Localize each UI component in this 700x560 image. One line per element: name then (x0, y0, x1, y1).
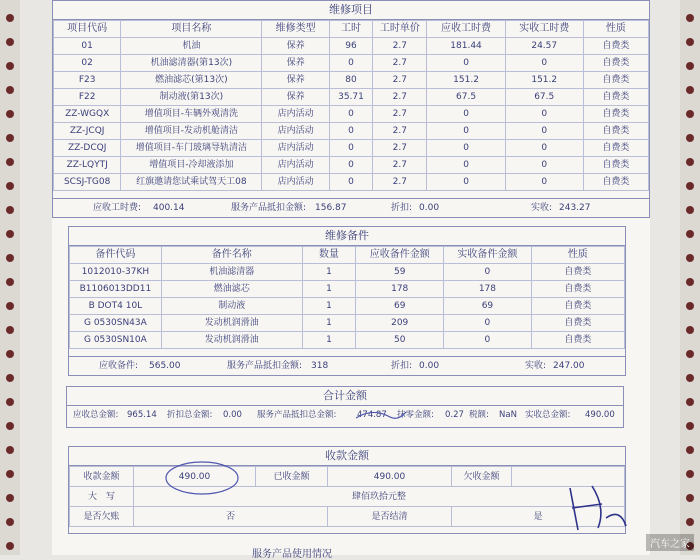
table-cell: ZZ-WGQX (54, 106, 121, 123)
repair-actual-value: 243.27 (559, 203, 591, 213)
perforation-hole (686, 206, 694, 214)
table-cell: 燃油滤芯 (161, 281, 302, 298)
table-cell: 0 (427, 140, 505, 157)
total-discount-value: 0.00 (223, 410, 242, 420)
table-row (54, 123, 649, 140)
repair-items-table (53, 20, 649, 191)
table-row (54, 72, 649, 89)
perforation-hole (6, 86, 14, 94)
perforation-hole (686, 254, 694, 262)
table-cell: 96 (329, 38, 372, 55)
perforation-hole (6, 302, 14, 310)
table-cell: 保养 (262, 38, 329, 55)
table-cell: 0 (444, 264, 532, 281)
perforation-hole (686, 278, 694, 286)
table-cell: 2.7 (373, 174, 427, 191)
table-cell: 69 (444, 298, 532, 315)
repair-invoice-sheet (52, 0, 650, 560)
table-cell: 178 (356, 281, 444, 298)
table-cell: 自费类 (531, 298, 624, 315)
table-cell: 增值项目-车辆外观清洗 (121, 106, 262, 123)
table-cell: 保养 (262, 89, 329, 106)
perforation-hole (6, 398, 14, 406)
repair-receivable-value: 400.14 (153, 203, 185, 213)
perforation-hole (686, 38, 694, 46)
perforation-hole (686, 182, 694, 190)
table-cell: 0 (329, 140, 372, 157)
repair-items-summary (53, 198, 649, 217)
collect-label: 收款金额 (70, 467, 134, 487)
handwritten-circle-mark (162, 458, 242, 498)
repair-items-section (52, 0, 650, 218)
table-cell: 制动液(第13次) (121, 89, 262, 106)
table-cell: 1012010-37KH (70, 264, 162, 281)
table-cell: 0 (427, 106, 505, 123)
totals-section (66, 386, 624, 428)
table-cell: 1 (302, 264, 356, 281)
table-cell: 自费类 (583, 55, 648, 72)
table-cell: ZZ-LQYTJ (54, 157, 121, 174)
table-cell: 自费类 (583, 123, 648, 140)
perforation-hole (6, 206, 14, 214)
table-cell: 2.7 (373, 106, 427, 123)
total-actual-label: 实收总金额: (525, 410, 571, 420)
totals-row (67, 406, 623, 424)
pt-header: 应收备件金额 (356, 247, 444, 264)
handwritten-check-mark (352, 404, 412, 434)
table-cell: 01 (54, 38, 121, 55)
repair-deduct-label: 服务产品抵扣金额: (231, 203, 307, 213)
table-cell: 发动机润滑油 (161, 315, 302, 332)
repair-deduct-value: 156.87 (315, 203, 347, 213)
table-cell: 自费类 (531, 315, 624, 332)
table-cell: 69 (356, 298, 444, 315)
table-row (54, 106, 649, 123)
table-cell: 自费类 (583, 38, 648, 55)
perforation-hole (6, 470, 14, 478)
ri-header: 工时 (329, 21, 372, 38)
table-cell: 1 (302, 332, 356, 349)
total-discount-label: 折扣总金额: (167, 410, 213, 420)
perforation-hole (686, 86, 694, 94)
table-cell: 机油滤清器 (161, 264, 302, 281)
footer-title: 服务产品使用情况 (252, 549, 332, 560)
settled-value: 是 (452, 507, 625, 527)
perforation-hole (6, 38, 14, 46)
perforation-hole (6, 350, 14, 358)
table-cell: 自费类 (583, 106, 648, 123)
repair-actual-label: 实收: (531, 203, 553, 213)
total-tax-value: NaN (499, 410, 517, 420)
table-cell: 151.2 (427, 72, 505, 89)
repair-discount-value: 0.00 (419, 203, 440, 213)
repair-receivable-label: 应收工时费: (93, 203, 142, 213)
table-cell: 59 (356, 264, 444, 281)
table-row (70, 281, 625, 298)
table-cell: 1 (302, 298, 356, 315)
perforation-hole (6, 182, 14, 190)
parts-summary (69, 356, 625, 375)
table-cell: 2.7 (373, 157, 427, 174)
table-row (54, 157, 649, 174)
arrears-label: 是否欠账 (70, 507, 134, 527)
collect-value: 490.00 (134, 467, 256, 487)
total-deduct-label: 服务产品抵扣总金额: (257, 410, 337, 420)
pt-header: 性质 (531, 247, 624, 264)
total-receivable-value: 965.14 (127, 410, 157, 420)
table-cell: 自费类 (583, 157, 648, 174)
perforation-hole (686, 134, 694, 142)
repair-discount-label: 折扣: (391, 203, 413, 213)
ri-header: 维修类型 (262, 21, 329, 38)
table-cell: 0 (329, 157, 372, 174)
table-cell: 店内活动 (262, 106, 329, 123)
pt-header: 备件名称 (161, 247, 302, 264)
parts-table (69, 246, 625, 349)
pt-header: 数量 (302, 247, 356, 264)
table-cell: 发动机润滑油 (161, 332, 302, 349)
table-cell: ZZ-DCQJ (54, 140, 121, 157)
perforation-hole (6, 446, 14, 454)
total-rounding-label: 抹零金额: (397, 410, 434, 420)
table-cell: 0 (444, 315, 532, 332)
parts-actual-value: 247.00 (553, 361, 585, 371)
perforation-hole (686, 374, 694, 382)
table-cell: 自费类 (531, 281, 624, 298)
parts-section (68, 226, 626, 376)
totals-title: 合计金额 (67, 387, 623, 406)
table-cell: 1 (302, 281, 356, 298)
perforation-hole (686, 62, 694, 70)
table-cell: 自费类 (583, 72, 648, 89)
table-cell: 增值项目-发动机舱清洁 (121, 123, 262, 140)
perforation-hole (6, 134, 14, 142)
perforation-hole (6, 542, 14, 550)
upper-label: 大 写 (70, 487, 134, 507)
table-cell: 0 (427, 55, 505, 72)
table-cell: 自费类 (531, 264, 624, 281)
perforation-hole (686, 494, 694, 502)
parts-deduct-label: 服务产品抵扣金额: (227, 361, 303, 371)
parts-discount-label: 折扣: (391, 361, 413, 371)
table-cell: B DOT4 10L (70, 298, 162, 315)
table-cell: 2.7 (373, 55, 427, 72)
table-cell: 0 (427, 123, 505, 140)
table-cell: 0 (329, 174, 372, 191)
parts-receivable-value: 565.00 (149, 361, 181, 371)
table-cell: 0 (427, 157, 505, 174)
table-cell: 自费类 (531, 332, 624, 349)
table-cell: 2.7 (373, 38, 427, 55)
perforation-hole (686, 302, 694, 310)
table-cell: 2.7 (373, 140, 427, 157)
table-cell: 0 (505, 157, 583, 174)
table-cell: 1 (302, 315, 356, 332)
perforation-hole (686, 446, 694, 454)
table-cell: F22 (54, 89, 121, 106)
ri-header: 项目代码 (54, 21, 121, 38)
table-cell: 机油 (121, 38, 262, 55)
table-cell: 02 (54, 55, 121, 72)
payment-title: 收款金额 (69, 447, 625, 466)
perforation-hole (686, 326, 694, 334)
parts-receivable-label: 应收备件: (99, 361, 139, 371)
perforation-hole (6, 230, 14, 238)
table-cell: 增值项目-冷却液添加 (121, 157, 262, 174)
table-cell: 67.5 (505, 89, 583, 106)
table-cell: 2.7 (373, 89, 427, 106)
total-receivable-label: 应收总金额: (73, 410, 119, 420)
table-cell: 0 (329, 106, 372, 123)
parts-deduct-value: 318 (311, 361, 329, 371)
table-cell: G 0530SN43A (70, 315, 162, 332)
table-cell: 178 (444, 281, 532, 298)
table-cell: 0 (329, 55, 372, 72)
table-cell: B1106013DD11 (70, 281, 162, 298)
ri-header: 应收工时费 (427, 21, 505, 38)
table-cell: 0 (505, 106, 583, 123)
perforation-hole (686, 398, 694, 406)
table-row (54, 174, 649, 191)
table-cell: 店内活动 (262, 123, 329, 140)
ri-header: 性质 (583, 21, 648, 38)
total-tax-label: 税额: (469, 410, 489, 420)
table-cell: 保养 (262, 72, 329, 89)
table-cell: 保养 (262, 55, 329, 72)
table-cell: 50 (356, 332, 444, 349)
perforation-hole (686, 470, 694, 478)
perforation-hole (686, 350, 694, 358)
total-actual-value: 490.00 (585, 410, 615, 420)
table-cell: 80 (329, 72, 372, 89)
payment-table (69, 466, 625, 527)
table-cell: 2.7 (373, 72, 427, 89)
handwritten-signature (562, 478, 632, 538)
repair-items-title: 维修项目 (53, 1, 649, 20)
received-value: 490.00 (328, 467, 452, 487)
table-row (70, 315, 625, 332)
perforation-hole (686, 14, 694, 22)
perforation-hole (686, 110, 694, 118)
table-cell: 151.2 (505, 72, 583, 89)
table-cell: 自费类 (583, 140, 648, 157)
table-cell: 自费类 (583, 174, 648, 191)
arrears-value: 否 (134, 507, 328, 527)
parts-title: 维修备件 (69, 227, 625, 246)
received-label: 已收金额 (256, 467, 328, 487)
perforation-hole (6, 494, 14, 502)
table-cell: 2.7 (373, 123, 427, 140)
owed-label: 欠收金额 (452, 467, 512, 487)
ri-header: 项目名称 (121, 21, 262, 38)
table-cell: G 0530SN10A (70, 332, 162, 349)
perforation-hole (6, 374, 14, 382)
table-cell: 0 (427, 174, 505, 191)
perforation-hole (6, 326, 14, 334)
table-row (54, 55, 649, 72)
perforation-hole (686, 158, 694, 166)
total-deduct-value: 474.87 (357, 410, 387, 420)
table-cell: 35.71 (329, 89, 372, 106)
table-cell: 0 (505, 174, 583, 191)
table-row (70, 298, 625, 315)
table-cell: 67.5 (427, 89, 505, 106)
perforation-hole (6, 278, 14, 286)
table-row (70, 264, 625, 281)
table-cell: 店内活动 (262, 140, 329, 157)
upper-value: 肆佰玖拾元整 (134, 487, 625, 507)
perforation-hole (686, 230, 694, 238)
table-row (54, 89, 649, 106)
watermark: 汽车之家 (646, 534, 694, 551)
table-cell: 店内活动 (262, 174, 329, 191)
table-cell: F23 (54, 72, 121, 89)
table-cell: 机油滤清器(第13次) (121, 55, 262, 72)
table-cell: 0 (444, 332, 532, 349)
parts-discount-value: 0.00 (419, 361, 440, 371)
table-cell: ZZ-JCQJ (54, 123, 121, 140)
settled-label: 是否结清 (328, 507, 452, 527)
table-cell: 自费类 (583, 89, 648, 106)
perforation-hole (6, 158, 14, 166)
perforation-hole (6, 110, 14, 118)
table-cell: 0 (505, 123, 583, 140)
table-cell: 红旗邀请您试乘试驾天工08 (121, 174, 262, 191)
table-row (54, 38, 649, 55)
ri-header: 工时单价 (373, 21, 427, 38)
perforation-hole (6, 422, 14, 430)
table-cell: SCSJ-TG08 (54, 174, 121, 191)
table-cell: 燃油滤芯(第13次) (121, 72, 262, 89)
ri-header: 实收工时费 (505, 21, 583, 38)
table-cell: 209 (356, 315, 444, 332)
perforation-hole (686, 518, 694, 526)
parts-actual-label: 实收: (525, 361, 547, 371)
perforation-hole (6, 14, 14, 22)
table-cell: 0 (505, 55, 583, 72)
total-rounding-value: 0.27 (445, 410, 464, 420)
perforation-hole (6, 254, 14, 262)
table-cell: 制动液 (161, 298, 302, 315)
pt-header: 实收备件金额 (444, 247, 532, 264)
table-row (54, 140, 649, 157)
table-cell: 店内活动 (262, 157, 329, 174)
payment-section (68, 446, 626, 534)
table-cell: 增值项目-车门玻璃导轨清洁 (121, 140, 262, 157)
table-cell: 181.44 (427, 38, 505, 55)
table-cell: 0 (329, 123, 372, 140)
table-cell: 24.57 (505, 38, 583, 55)
perforation-hole (686, 422, 694, 430)
pt-header: 备件代码 (70, 247, 162, 264)
perforation-hole (6, 518, 14, 526)
table-cell: 0 (505, 140, 583, 157)
table-row (70, 332, 625, 349)
perforation-hole (6, 62, 14, 70)
